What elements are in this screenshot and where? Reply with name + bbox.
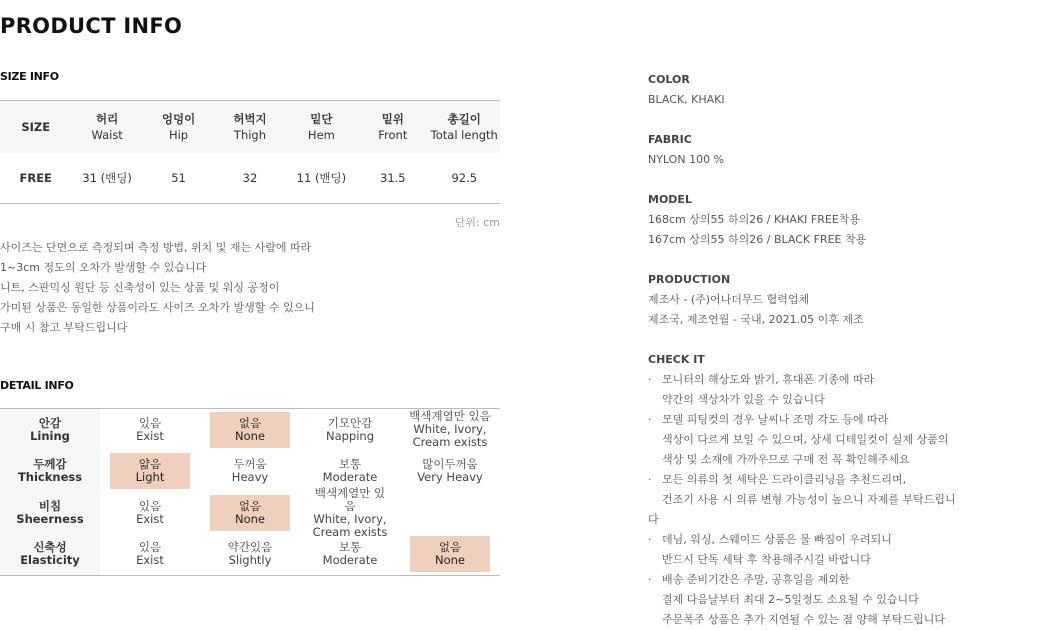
detail-row-elasticity	[0, 534, 500, 576]
check-line: 모든 의류의 첫 세탁은 드라이클리닝을 추천드리며,	[662, 473, 907, 486]
size-notes	[0, 238, 315, 338]
bullet-dot: ·	[648, 373, 652, 386]
model-label: MODEL	[648, 193, 692, 206]
size-col-header	[0, 101, 71, 153]
size-table-header	[0, 100, 500, 153]
total-length-col-en: Total length	[430, 128, 498, 142]
option-ko: 없음	[238, 498, 262, 513]
detail-label-ko: 신축성	[33, 540, 67, 555]
detail-option-selected	[110, 453, 190, 489]
model-line: 168cm 상의55 하의26 / KHAKI FREE착용	[648, 213, 861, 226]
option-en: Exist	[136, 553, 164, 568]
thigh-col-ko: 허벅지	[233, 112, 267, 126]
option-ko: 많이두꺼움	[422, 457, 478, 472]
option-ko: 있음	[138, 540, 162, 555]
check-line: 주문폭주 상품은 추가 지연될 수 있는 점 양해 부탁드립니다	[662, 613, 945, 626]
hip-col-header	[143, 101, 214, 153]
detail-label-thickness	[0, 451, 100, 493]
detail-option	[405, 409, 495, 450]
option-ko: 보통	[338, 457, 362, 472]
option-ko: 두꺼움	[233, 457, 267, 472]
option-ko: 있음	[138, 415, 162, 430]
check-line: 색상 및 소재에 가까우므로 구매 전 꼭 확인해주세요	[662, 453, 910, 466]
size-info-heading: SIZE INFO	[0, 70, 59, 83]
option-en: Exist	[136, 428, 164, 443]
hem-col-ko: 밑단	[310, 112, 333, 126]
option-ko: 약간있음	[227, 540, 273, 555]
model-line: 167cm 상의55 하의26 / BLACK FREE 착용	[648, 233, 867, 246]
detail-option	[110, 412, 190, 448]
detail-row-thickness	[0, 451, 500, 493]
check-item	[648, 370, 1048, 390]
total-length-col-header	[429, 101, 500, 153]
option-en: White, Ivory,	[413, 422, 487, 437]
size-table	[0, 100, 500, 204]
detail-label-ko: 두께감	[33, 457, 67, 472]
fabric-value: NYLON 100 %	[648, 153, 725, 166]
front-col-header	[357, 101, 428, 153]
check-item	[648, 470, 1048, 490]
check-line-wrap: 다	[648, 513, 659, 526]
option-en: Cream exists	[312, 524, 388, 539]
hem-col-en: Hem	[307, 128, 335, 142]
detail-row-lining	[0, 409, 500, 451]
bullet-dot: ·	[648, 533, 652, 546]
detail-option-selected	[410, 536, 490, 572]
color-value: BLACK, KHAKI	[648, 93, 725, 106]
check-line: 모니터의 해상도와 밝기, 휴대폰 기종에 따라	[662, 373, 875, 386]
front-col-en: Front	[378, 128, 408, 142]
hip-cell: 51	[171, 171, 186, 185]
fabric-label: FABRIC	[648, 133, 692, 146]
option-ko: 없음	[238, 415, 262, 430]
check-line: 데님, 워싱, 스웨이드 상품은 물 빠짐이 우려되니	[662, 533, 892, 546]
option-en: Very Heavy	[417, 470, 483, 485]
production-label: PRODUCTION	[648, 273, 731, 286]
bullet-dot: ·	[648, 413, 652, 426]
detail-info-heading: DETAIL INFO	[0, 379, 74, 392]
waist-col-ko: 허리	[96, 112, 119, 126]
front-cell: 31.5	[380, 171, 406, 185]
detail-option-selected	[210, 495, 290, 531]
detail-label-ko: 비침	[38, 498, 62, 513]
check-line: 반드시 단독 세탁 후 착용해주시길 바랍니다	[662, 553, 871, 566]
detail-option	[110, 536, 190, 572]
detail-option	[210, 453, 290, 489]
check-line: 모델 피팅컷의 경우 날씨나 조명 각도 등에 따라	[662, 413, 889, 426]
color-label: COLOR	[648, 73, 690, 86]
bullet-dot: ·	[648, 573, 652, 586]
option-ko: 없음	[438, 540, 462, 555]
unit-label: 단위: cm	[454, 216, 500, 229]
total-length-col-ko: 총길이	[447, 112, 481, 126]
option-ko: 있음	[138, 498, 162, 513]
option-ko: 얇음	[138, 457, 162, 472]
option-en: Moderate	[322, 470, 378, 485]
option-en: Napping	[325, 428, 375, 443]
waist-col-en: Waist	[91, 128, 123, 142]
check-item	[648, 410, 1048, 430]
option-en: Light	[135, 470, 165, 485]
size-table-row	[0, 153, 500, 204]
size-col-label: SIZE	[21, 120, 51, 134]
waist-col-header	[71, 101, 142, 153]
total-length-cell: 92.5	[451, 171, 478, 185]
detail-table	[0, 408, 500, 576]
waist-cell: 31 (밴딩)	[82, 171, 132, 185]
option-en: None	[234, 428, 265, 443]
size-note-line: 가미된 상품은 동일한 상품이라도 사이즈 오차가 발생할 수 있으니	[0, 301, 315, 314]
detail-option-selected	[210, 412, 290, 448]
detail-label-elasticity	[0, 534, 100, 576]
check-item	[648, 530, 1048, 550]
detail-option	[310, 485, 390, 539]
bullet-dot: ·	[648, 473, 652, 486]
detail-label-en: Elasticity	[20, 553, 80, 568]
option-en: White, Ivory,	[313, 511, 387, 526]
check-line: 결제 다음날부터 최대 2~5일정도 소요될 수 있습니다	[662, 593, 919, 606]
option-ko: 보통	[338, 540, 362, 555]
size-note-line: 니트, 스판믹싱 원단 등 신축성이 있는 상품 및 워싱 공정이	[0, 281, 280, 294]
hip-col-en: Hip	[168, 128, 189, 142]
hem-cell: 11 (밴딩)	[296, 171, 347, 185]
option-ko: 백색계열만 있음	[409, 409, 491, 424]
thigh-cell: 32	[242, 171, 258, 185]
check-item	[648, 570, 1048, 590]
size-note-line: 구매 시 참고 부탁드립니다	[0, 321, 128, 334]
detail-label-en: Lining	[30, 428, 70, 443]
production-line: 제조사 - (주)어나더무드 협력업체	[648, 293, 810, 306]
front-col-ko: 밑위	[381, 112, 404, 126]
option-en: Slightly	[228, 553, 272, 568]
detail-label-ko: 안감	[38, 415, 62, 430]
option-en: Heavy	[231, 470, 269, 485]
size-note-line: 1~3cm 정도의 오차가 발생할 수 있습니다	[0, 261, 207, 274]
check-line: 약간의 색상차가 있을 수 있습니다	[662, 393, 825, 406]
option-en: Moderate	[322, 553, 378, 568]
detail-option	[210, 536, 290, 572]
detail-row-sheerness	[0, 485, 500, 539]
check-line: 건조기 사용 시 의류 변형 가능성이 높으니 자제를 부탁드립니	[662, 493, 956, 506]
page-title: PRODUCT INFO	[0, 14, 183, 38]
detail-label-sheerness	[0, 492, 100, 534]
check-line: 배송 준비기간은 주말, 공휴일을 제외한	[662, 573, 850, 586]
option-en: None	[434, 553, 465, 568]
detail-option	[310, 536, 390, 572]
production-line: 제조국, 제조연월 - 국내, 2021.05 이후 제조	[648, 313, 864, 326]
check-line: 색상이 다르게 보일 수 있으며, 상세 디테일컷이 실제 상품의	[662, 433, 949, 446]
option-en: Exist	[136, 511, 164, 526]
detail-label-en: Sheerness	[16, 511, 84, 526]
size-note-line: 사이즈는 단면으로 측정되며 측정 방법, 위치 및 재는 사람에 따라	[0, 241, 312, 254]
detail-label-en: Thickness	[17, 470, 83, 485]
option-en: Cream exists	[412, 435, 488, 450]
option-en: None	[234, 511, 265, 526]
detail-option	[310, 412, 390, 448]
detail-label-lining	[0, 409, 100, 451]
check-it-label: CHECK IT	[648, 353, 705, 366]
thigh-col-en: Thigh	[233, 128, 267, 142]
option-ko: 기모안감	[327, 415, 373, 430]
hip-col-ko: 엉덩이	[161, 112, 196, 126]
size-cell: FREE	[19, 171, 52, 185]
option-ko: 백색계열만 있음	[314, 485, 386, 513]
product-details	[648, 70, 1048, 630]
hem-col-header	[286, 101, 357, 153]
detail-option	[110, 495, 190, 531]
detail-option	[405, 453, 495, 489]
thigh-col-header	[214, 101, 285, 153]
detail-option	[310, 453, 390, 489]
